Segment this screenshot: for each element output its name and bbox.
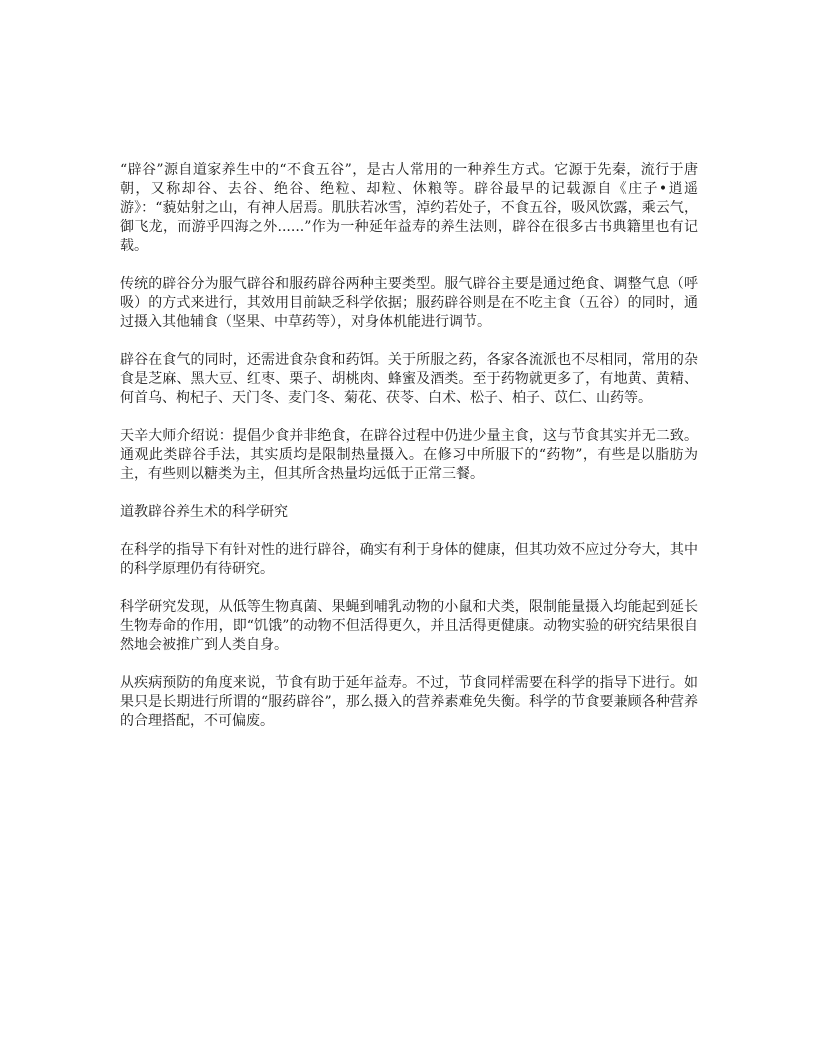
paragraph-types: 传统的辟谷分为服气辟谷和服药辟谷两种主要类型。服气辟谷主要是通过绝食、调整气息（呼吸）的方式来进行，其效用目前缺乏科学依据；服药辟谷则是在不吃主食（五谷）的同时，通过摄入其他辅食（坚果、中草药等），对身体机能进行调节。: [120, 276, 698, 330]
paragraph-master-quote: 天辛大师介绍说：提倡少食并非绝食，在辟谷过程中仍进少量主食，这与节食其实并无二致。通观此类辟谷手法，其实质均是限制热量摄入。在修习中所服下的“药物”，有些是以脂肪为主，有些则以糖类为主，但其所含热量均远低于正常三餐。: [120, 428, 698, 482]
paragraph-origin: “辟谷”源自道家养生中的“不食五谷”，是古人常用的一种养生方式。它源于先秦，流行于唐朝，又称却谷、去谷、绝谷、绝粒、却粒、休粮等。辟谷最早的记载源自《庄子•逍遥游》：“藐姑射之山，有神人居焉。肌肤若冰雪，淖约若处子，不食五谷，吸风饮露，乘云气，御飞龙，而游乎四海之外......”作为一种延年益寿的养生法则，辟谷在很多古书典籍里也有记载。: [120, 162, 698, 254]
paragraph-foods: 辟谷在食气的同时，还需进食杂食和药饵。关于所服之药，各家各流派也不尽相同，常用的杂食是芝麻、黑大豆、红枣、栗子、胡桃肉、蜂蜜及酒类。至于药物就更多了，有地黄、黄精、何首乌、枸杞子、天门冬、麦门冬、菊花、茯苓、白术、松子、柏子、苡仁、山药等。: [120, 352, 698, 406]
paragraph-science-guidance: 在科学的指导下有针对性的进行辟谷，确实有利于身体的健康，但其功效不应过分夸大，其中的科学原理仍有待研究。: [120, 542, 698, 577]
paragraph-science-research: 科学研究发现，从低等生物真菌、果蝇到哺乳动物的小鼠和犬类，限制能量摄入均能起到延长生物寿命的作用，即“饥饿”的动物不但活得更久，并且活得更健康。动物实验的研究结果很自然地会被推广到人类自身。: [120, 599, 698, 653]
section-heading: 道教辟谷养生术的科学研究: [120, 504, 288, 520]
document-page: [120, 161, 698, 750]
paragraph-disease-prevention: 从疾病预防的角度来说，节食有助于延年益寿。不过，节食同样需要在科学的指导下进行。如果只是长期进行所谓的“服药辟谷”，那么摄入的营养素难免失衡。科学的节食要兼顾各种营养的合理搭配，不可偏废。: [120, 675, 698, 729]
